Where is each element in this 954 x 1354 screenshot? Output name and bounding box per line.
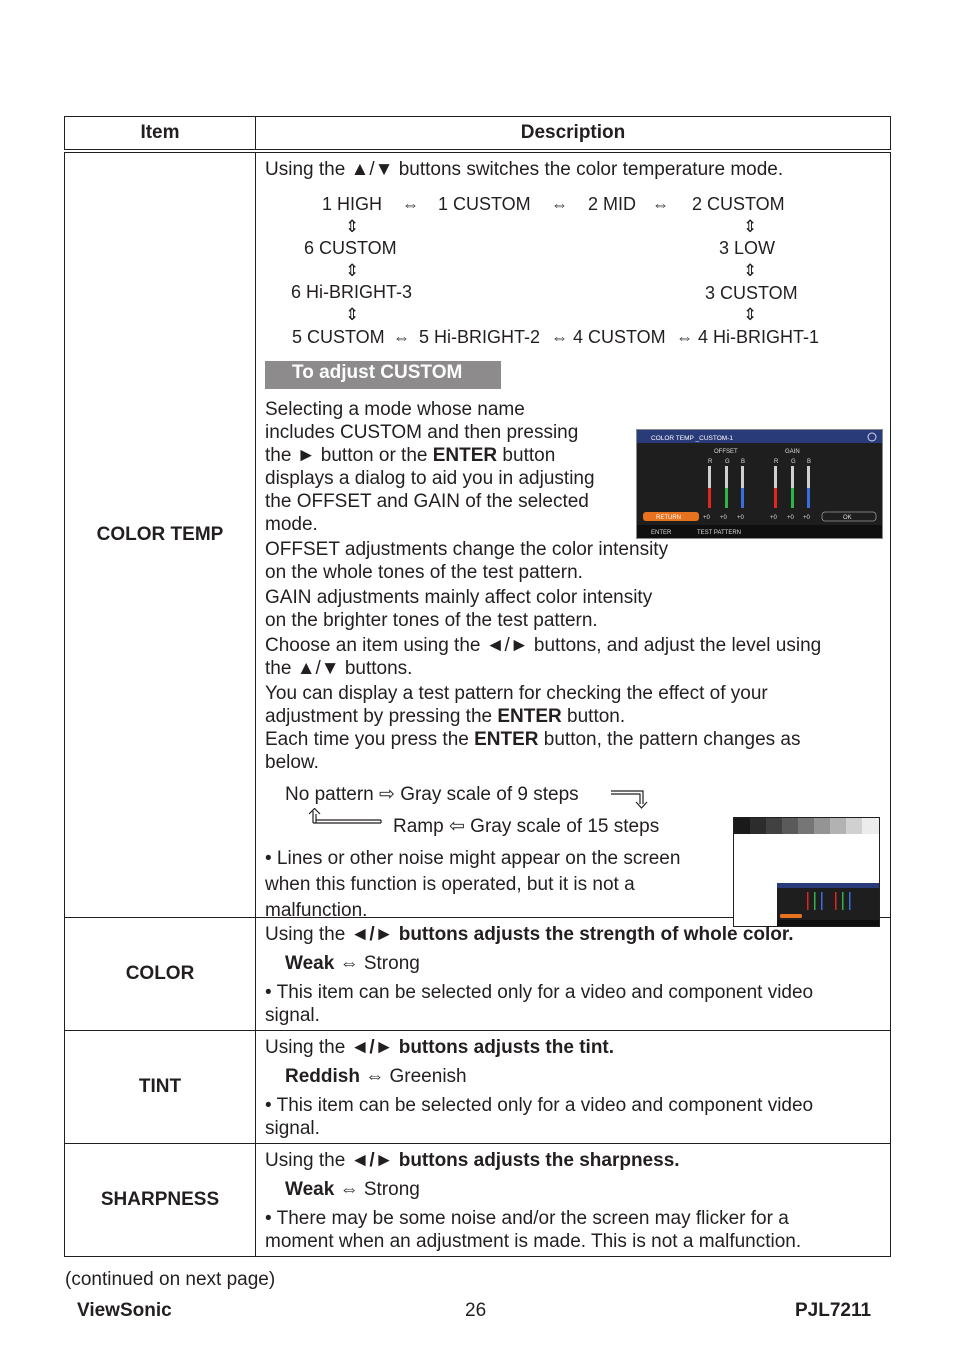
model-name: PJL7211 — [795, 1300, 872, 1321]
color-line-2 — [265, 952, 882, 975]
choose-text: Choose an item using the ◄/► buttons, and adjust the level using — [265, 635, 822, 656]
mode-2-mid: 2 MID — [588, 194, 637, 214]
gain-text: on the brighter tones of the test pattern. — [265, 610, 598, 631]
vertical-arrow-icon: ⇕ — [345, 217, 360, 236]
pattern-row-2: Ramp ⇦ Gray scale of 15 steps — [393, 816, 660, 837]
osd-sliders — [708, 466, 810, 508]
enter-keyword: ENTER — [474, 729, 539, 750]
horizontal-arrow-icon: ⇔ — [393, 328, 410, 347]
osd-enter-label: ENTER — [651, 530, 672, 536]
mode-1-high: 1 HIGH — [322, 194, 383, 214]
tint-range-max: ⇔ Greenish — [359, 1066, 467, 1087]
test-text: You can display a test pattern for checking the effect of your — [265, 683, 768, 704]
test-text-part: adjustment by pressing the — [265, 706, 498, 727]
osd-title: COLOR TEMP _CUSTOM-1 — [651, 435, 733, 442]
tint-line-1-part: Using the — [265, 1037, 351, 1058]
osd-val: +0 — [703, 515, 710, 521]
custom-dialog-image — [636, 429, 883, 539]
mode-5-custom: 5 CUSTOM — [292, 327, 385, 347]
mode-4-custom: 4 CUSTOM — [573, 327, 666, 347]
header-item: Item — [65, 117, 256, 152]
color-line-1-part: Using the — [265, 924, 351, 945]
color-line-1 — [265, 918, 882, 946]
table-row-sharpness — [65, 1144, 891, 1257]
table-row-tint — [65, 1031, 891, 1144]
vertical-arrow-icon: ⇕ — [345, 305, 360, 324]
table-row-color — [65, 918, 891, 1031]
color-range-min: Weak — [285, 953, 335, 974]
osd-offset-g: G — [725, 459, 730, 465]
sharpness-note: • There may be some noise and/or the screen may flicker for a — [265, 1208, 789, 1229]
table-row-color-temp — [65, 151, 891, 918]
description-tint — [256, 1031, 891, 1144]
sharpness-line-1-bold: ◄/► buttons adjusts the sharpness. — [350, 1150, 680, 1171]
sharpness-note: moment when an adjustment is made. This is not a malfunction. — [265, 1231, 802, 1252]
osd-ok-label: OK — [843, 515, 852, 521]
sharpness-line-2 — [265, 1178, 882, 1201]
tint-note: • This item can be selected only for a video and component video — [265, 1095, 814, 1116]
adjust-text: the OFFSET and GAIN of the selected — [265, 491, 589, 512]
adjust-text: Selecting a mode whose name — [265, 399, 525, 420]
settings-table — [64, 116, 891, 1257]
osd-val: +0 — [737, 515, 744, 521]
sharpness-line-1 — [265, 1144, 882, 1172]
color-temp-cycle — [265, 181, 882, 361]
osd-offset-b: B — [741, 459, 746, 465]
test-pattern-image — [733, 817, 880, 927]
vertical-arrow-icon: ⇕ — [743, 261, 758, 280]
sharpness-line-1-part: Using the — [265, 1150, 351, 1171]
horizontal-arrow-icon: ⇔ — [551, 195, 568, 214]
item-tint: TINT — [65, 1031, 256, 1144]
mode-6-custom: 6 CUSTOM — [304, 238, 397, 258]
horizontal-arrow-icon: ⇔ — [551, 328, 568, 347]
adjust-text: displays a dialog to aid you in adjusting — [265, 468, 595, 489]
item-color: COLOR — [65, 918, 256, 1031]
color-note: signal. — [265, 1005, 320, 1026]
header-description: Description — [256, 117, 891, 152]
note-text: when this function is operated, but it is not a — [265, 874, 635, 895]
mode-3-low: 3 LOW — [719, 238, 776, 258]
brand-name: ViewSonic — [77, 1300, 172, 1321]
color-note: • This item can be selected only for a video and component video — [265, 982, 814, 1003]
each-text-part: button, the pattern changes as — [538, 729, 801, 750]
adjust-custom-title: To adjust CUSTOM — [265, 361, 501, 389]
color-temp-intro: Using the ▲/▼ buttons switches the color temperature mode. — [265, 159, 784, 180]
adjust-text: includes CUSTOM and then pressing — [265, 422, 579, 443]
description-color — [256, 918, 891, 1031]
adjust-text-part: button — [497, 445, 556, 466]
mode-5-hi-bright-2: 5 Hi-BRIGHT-2 — [419, 327, 541, 347]
gray-scale-steps — [734, 818, 879, 834]
gain-text: GAIN adjustments mainly affect color intensity — [265, 587, 653, 608]
enter-keyword: ENTER — [497, 706, 562, 727]
mode-6-hi-bright-3: 6 Hi-BRIGHT-3 — [291, 282, 413, 302]
test-text-part: button. — [561, 706, 626, 727]
each-text-part: Each time you press the — [265, 729, 475, 750]
item-sharpness: SHARPNESS — [65, 1144, 256, 1257]
tint-line-1 — [265, 1031, 882, 1059]
sharpness-range-max: ⇔ Strong — [334, 1179, 420, 1200]
horizontal-arrow-icon: ⇔ — [652, 195, 669, 214]
osd-gain-b: B — [807, 459, 812, 465]
osd-test-pattern-label: TEST PATTERN — [697, 530, 742, 536]
sharpness-range-min: Weak — [285, 1179, 335, 1200]
osd-offset-r: R — [708, 459, 713, 465]
note-text: malfunction. — [265, 900, 368, 921]
osd-bottom-bar — [637, 525, 882, 538]
item-color-temp: COLOR TEMP — [65, 151, 256, 918]
note-text: • Lines or other noise might appear on the screen — [265, 848, 681, 869]
vertical-arrow-icon: ⇕ — [743, 305, 758, 324]
vertical-arrow-icon: ⇕ — [743, 217, 758, 236]
horizontal-arrow-icon: ⇔ — [402, 195, 419, 214]
horizontal-arrow-icon: ⇔ — [676, 328, 693, 347]
offset-text: OFFSET adjustments change the color intensity — [265, 539, 669, 560]
each-text: below. — [265, 752, 319, 773]
osd-gain-r: R — [774, 459, 779, 465]
adjust-text-part: the ► button or the — [265, 445, 433, 466]
offset-text: on the whole tones of the test pattern. — [265, 562, 583, 583]
return-arrow-icon — [609, 788, 649, 810]
mode-3-custom: 3 CUSTOM — [705, 283, 798, 303]
osd-return-label: RETURN — [656, 515, 681, 521]
pattern-row-1: No pattern ⇨ Gray scale of 9 steps — [285, 784, 579, 805]
osd-val: +0 — [720, 515, 727, 521]
adjust-text: mode. — [265, 514, 318, 535]
description-color-temp — [256, 151, 891, 921]
description-sharpness — [256, 1144, 891, 1257]
osd-offset-label: OFFSET — [714, 449, 738, 455]
color-range-max: ⇔ Strong — [334, 953, 420, 974]
tint-line-2 — [265, 1065, 882, 1088]
table-header-row — [65, 117, 891, 152]
osd-val: +0 — [770, 515, 777, 521]
osd-gain-g: G — [791, 459, 796, 465]
osd-gain-label: GAIN — [785, 449, 800, 455]
tint-range-min: Reddish — [285, 1066, 360, 1087]
osd-val: +0 — [803, 515, 810, 521]
mode-1-custom: 1 CUSTOM — [438, 194, 531, 214]
tint-note: signal. — [265, 1118, 320, 1139]
color-line-1-bold: ◄/► buttons adjusts the strength of whole color. — [350, 924, 794, 945]
enter-keyword: ENTER — [432, 445, 498, 466]
page-number: 26 — [465, 1300, 487, 1321]
mode-4-hi-bright-1: 4 Hi-BRIGHT-1 — [698, 327, 820, 347]
vertical-arrow-icon: ⇕ — [345, 261, 360, 280]
osd-val: +0 — [787, 515, 794, 521]
each-text — [265, 728, 882, 751]
continued-note: (continued on next page) — [65, 1269, 276, 1290]
tint-line-1-bold: ◄/► buttons adjusts the tint. — [350, 1037, 615, 1058]
mode-2-custom: 2 CUSTOM — [692, 194, 785, 214]
choose-text: the ▲/▼ buttons. — [265, 658, 413, 679]
test-text — [265, 705, 882, 728]
loop-arrow-icon — [307, 808, 385, 828]
